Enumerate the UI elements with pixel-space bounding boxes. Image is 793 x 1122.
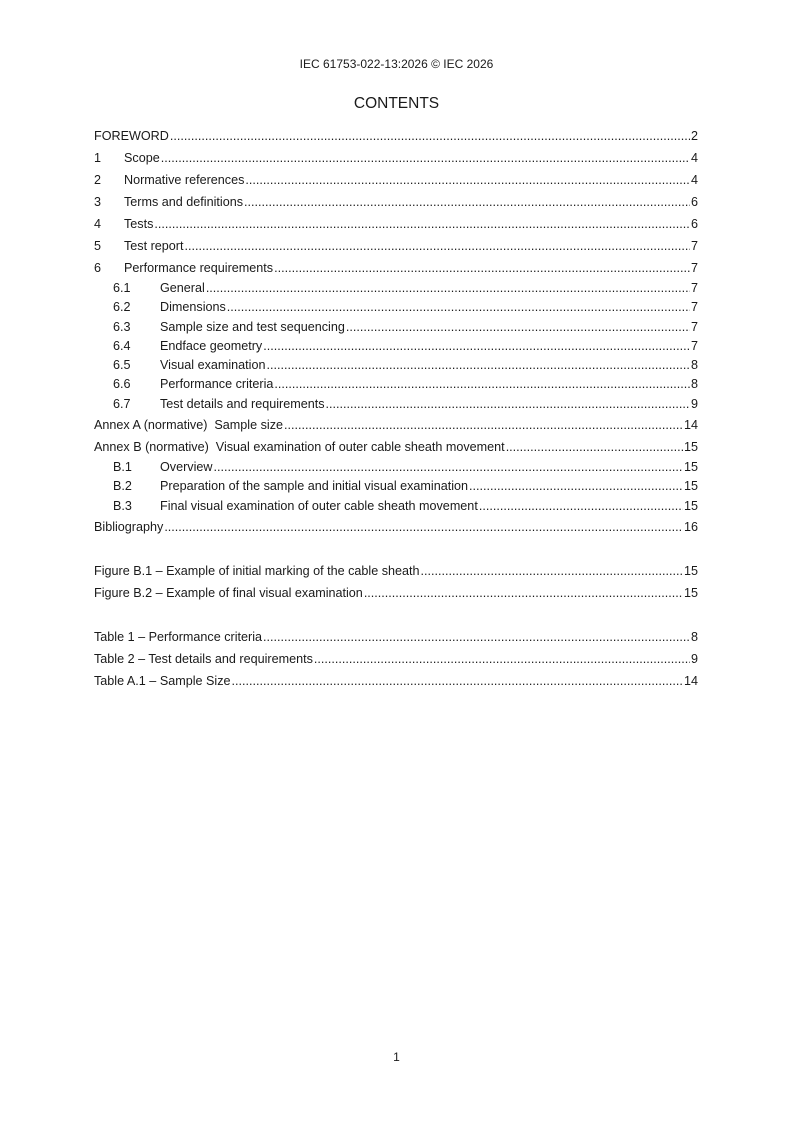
toc-label: Tests xyxy=(124,217,154,231)
toc-number: 4 xyxy=(94,217,102,231)
toc-entry-6-7[interactable] xyxy=(94,395,698,414)
toc-entry-6-2[interactable] xyxy=(94,298,698,317)
table-of-contents xyxy=(94,125,698,692)
toc-label: Scope xyxy=(124,151,160,165)
table-entry-2[interactable] xyxy=(94,648,698,670)
toc-number: 5 xyxy=(94,239,102,253)
toc-page: 9 xyxy=(690,396,698,411)
toc-entry-2[interactable] xyxy=(94,169,698,191)
toc-number: B.2 xyxy=(113,479,132,494)
toc-label: Sample size and test sequencing xyxy=(160,319,345,334)
toc-number: 6.2 xyxy=(113,300,131,315)
figure-entry-b-1[interactable] xyxy=(94,560,698,582)
toc-page: 8 xyxy=(690,377,698,392)
toc-page: 2 xyxy=(690,129,698,143)
toc-number: B.1 xyxy=(113,460,132,475)
toc-page: 7 xyxy=(690,281,698,295)
toc-entry-annex-a[interactable] xyxy=(94,414,698,436)
contents-title: CONTENTS xyxy=(353,95,440,112)
toc-label: Preparation of the sample and initial visual examination xyxy=(160,479,469,494)
toc-number: 6.5 xyxy=(113,358,131,373)
toc-entry-4[interactable] xyxy=(94,213,698,235)
toc-label: General xyxy=(160,281,205,295)
figure-page: 15 xyxy=(683,585,698,600)
toc-number: 3 xyxy=(94,195,102,209)
toc-page: 7 xyxy=(690,261,698,275)
figure-label: Figure B.1 – Example of initial marking of the cable sheath xyxy=(94,563,420,578)
table-page: 14 xyxy=(683,673,698,688)
toc-number: 6 xyxy=(94,261,102,275)
toc-label: Annex B (normative) Visual examination of outer cable sheath movement xyxy=(94,440,505,455)
table-label: Table 2 – Test details and requirements xyxy=(94,651,313,666)
toc-entry-3[interactable] xyxy=(94,191,698,213)
toc-page: 15 xyxy=(683,479,698,494)
toc-number: B.3 xyxy=(113,498,132,513)
toc-entry-1[interactable] xyxy=(94,147,698,169)
toc-page: 7 xyxy=(690,239,698,253)
toc-number: 6.1 xyxy=(113,281,131,295)
toc-label: Final visual examination of outer cable sheath movement xyxy=(160,498,478,513)
toc-number: 6.4 xyxy=(113,338,131,353)
toc-entry-6-1[interactable] xyxy=(94,279,698,298)
table-entry-1[interactable] xyxy=(94,626,698,648)
toc-entry-foreword[interactable] xyxy=(94,125,698,147)
toc-page: 4 xyxy=(690,173,698,187)
table-label: Table 1 – Performance criteria xyxy=(94,629,262,644)
toc-label: Overview xyxy=(160,460,213,475)
toc-page: 7 xyxy=(690,319,698,334)
toc-label: Endface geometry xyxy=(160,338,263,353)
toc-label: Performance criteria xyxy=(160,377,274,392)
toc-entry-6-3[interactable] xyxy=(94,318,698,337)
page-number: 1 xyxy=(393,1050,400,1064)
toc-entry-6-6[interactable] xyxy=(94,375,698,394)
toc-page: 7 xyxy=(690,338,698,353)
toc-label: Performance requirements xyxy=(124,261,274,275)
toc-entry-6-4[interactable] xyxy=(94,337,698,356)
toc-label: Test report xyxy=(124,239,184,253)
toc-entry-b-1[interactable] xyxy=(94,458,698,477)
toc-label: FOREWORD xyxy=(94,129,169,143)
toc-label: Bibliography xyxy=(94,519,164,534)
toc-page: 15 xyxy=(683,498,698,513)
toc-page: 8 xyxy=(690,358,698,373)
toc-label: Test details and requirements xyxy=(160,396,325,411)
figure-label: Figure B.2 – Example of final visual examination xyxy=(94,585,363,600)
toc-number: 6.3 xyxy=(113,319,131,334)
toc-number: 1 xyxy=(94,151,102,165)
toc-page: 6 xyxy=(690,195,698,209)
figure-page: 15 xyxy=(683,563,698,578)
table-page: 9 xyxy=(690,651,698,666)
toc-page: 14 xyxy=(683,418,698,433)
toc-page: 15 xyxy=(683,440,698,455)
figure-entry-b-2[interactable] xyxy=(94,582,698,604)
toc-entry-6[interactable] xyxy=(94,257,698,279)
toc-label: Terms and definitions xyxy=(124,195,244,209)
toc-page: 6 xyxy=(690,217,698,231)
table-page: 8 xyxy=(690,629,698,644)
toc-number: 2 xyxy=(94,173,102,187)
table-entry-a-1[interactable] xyxy=(94,670,698,692)
toc-number: 6.6 xyxy=(113,377,131,392)
toc-entry-6-5[interactable] xyxy=(94,356,698,375)
toc-entry-b-3[interactable] xyxy=(94,497,698,516)
toc-label: Dimensions xyxy=(160,300,226,315)
toc-page: 7 xyxy=(690,300,698,315)
toc-label: Annex A (normative) Sample size xyxy=(94,418,283,433)
toc-entry-b-2[interactable] xyxy=(94,477,698,496)
toc-page: 16 xyxy=(683,519,698,534)
toc-entry-5[interactable] xyxy=(94,235,698,257)
toc-page: 15 xyxy=(683,460,698,475)
toc-entry-bibliography[interactable] xyxy=(94,516,698,538)
document-header: IEC 61753-022-13:2026 © IEC 2026 xyxy=(299,57,494,71)
toc-label: Normative references xyxy=(124,173,245,187)
toc-entry-annex-b[interactable] xyxy=(94,436,698,458)
table-label: Table A.1 – Sample Size xyxy=(94,673,231,688)
toc-label: Visual examination xyxy=(160,358,266,373)
toc-number: 6.7 xyxy=(113,396,131,411)
toc-page: 4 xyxy=(690,151,698,165)
